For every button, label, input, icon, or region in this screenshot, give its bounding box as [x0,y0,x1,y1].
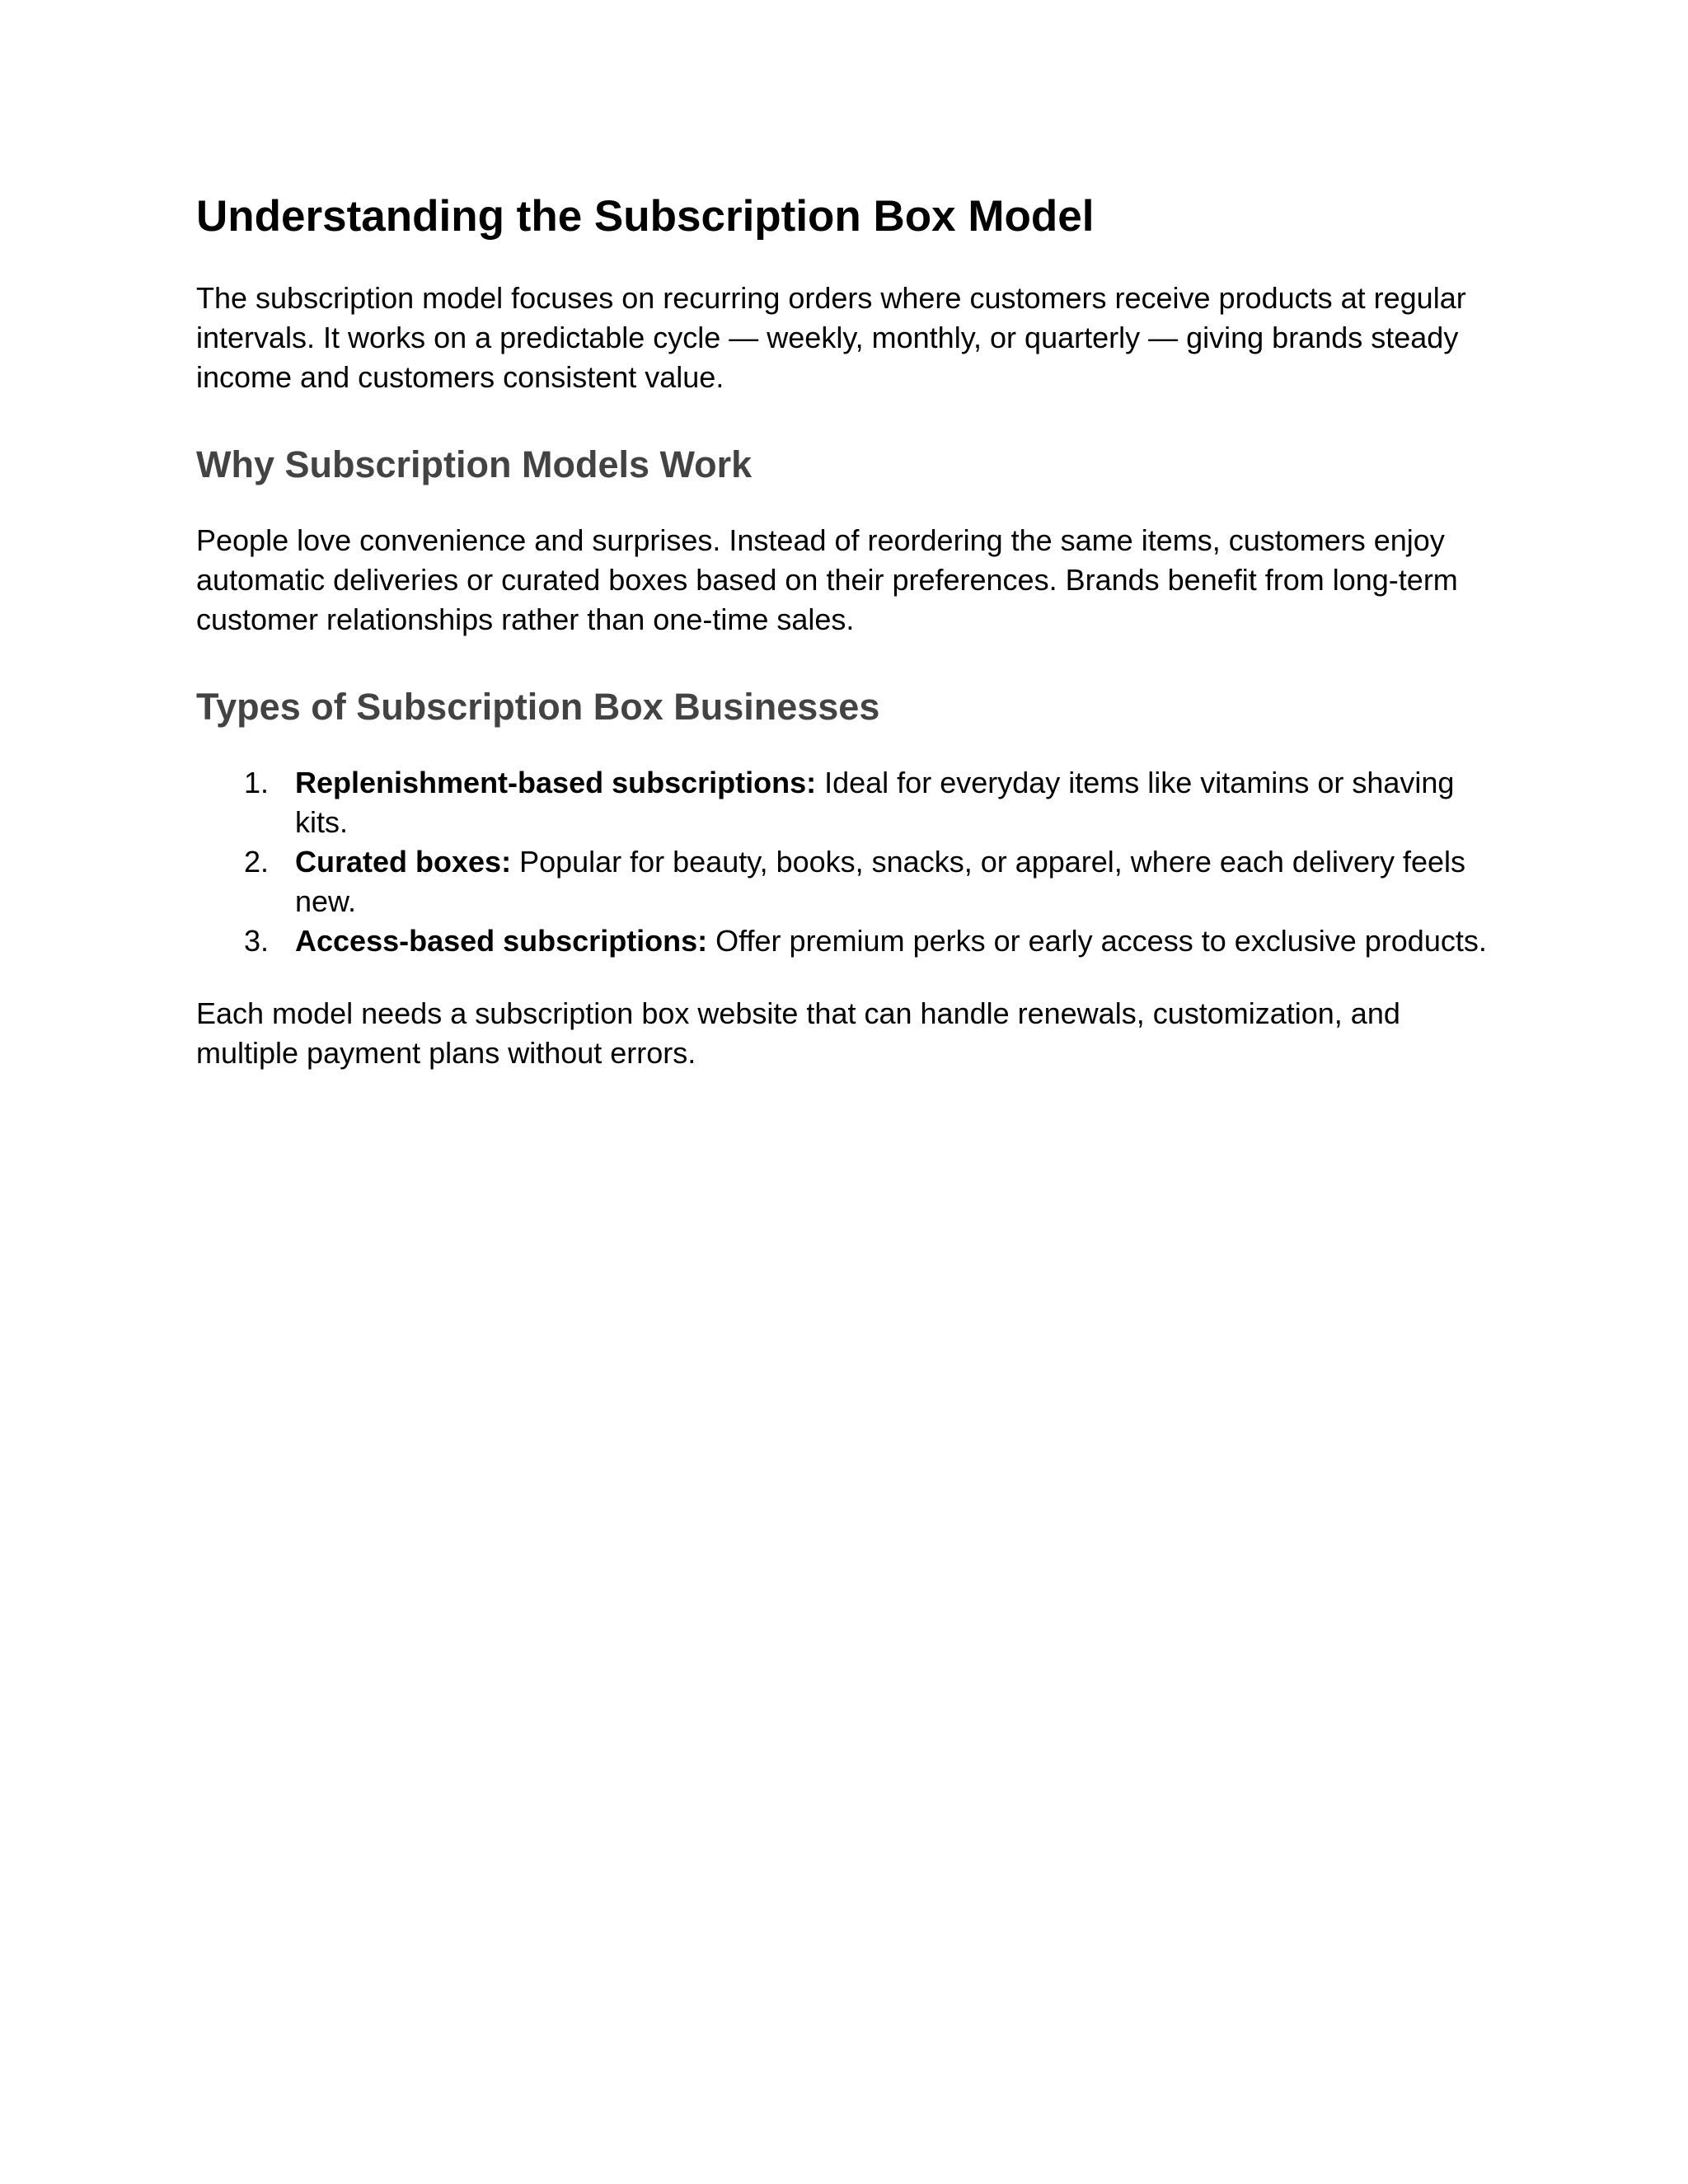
list-item [196,763,1492,842]
list-item-text: Offer premium perks or early access to exclusive products. [707,924,1487,958]
types-list [196,763,1492,961]
list-item-number: 3. [244,924,270,958]
list-item [196,842,1492,921]
why-paragraph: People love convenience and surprises. Instead of reordering the same items, customers enjoy automatic deliveries or curated boxes based on their preferences. Brands benefit from long-term customer relationships rather than one-time sales. [196,523,1458,636]
list-item-term: Curated boxes: [295,845,512,879]
document-page [196,188,1492,1073]
list-item [196,921,1492,961]
intro-paragraph: The subscription model focuses on recurring orders where customers receive products at regular intervals. It works on a predictable cycle — weekly, monthly, or quarterly — giving brands steady income and customers consistent value. [196,281,1466,394]
list-item-text: Popular for beauty, books, snacks, or apparel, where each delivery feels new. [295,845,1466,918]
list-item-number: 2. [244,845,270,879]
list-item-number: 1. [244,766,270,799]
section-heading-types: Types of Subscription Box Businesses [196,686,880,728]
list-item-text: Ideal for everyday items like vitamins or shaving kits. [295,766,1455,839]
list-item-term: Access-based subscriptions: [295,924,708,958]
list-item-term: Replenishment-based subscriptions: [295,766,817,799]
page-title: Understanding the Subscription Box Model [196,192,1095,241]
closing-paragraph: Each model needs a subscription box website that can handle renewals, customization, and multiple payment plans without errors. [196,996,1400,1070]
section-heading-why: Why Subscription Models Work [196,443,753,485]
